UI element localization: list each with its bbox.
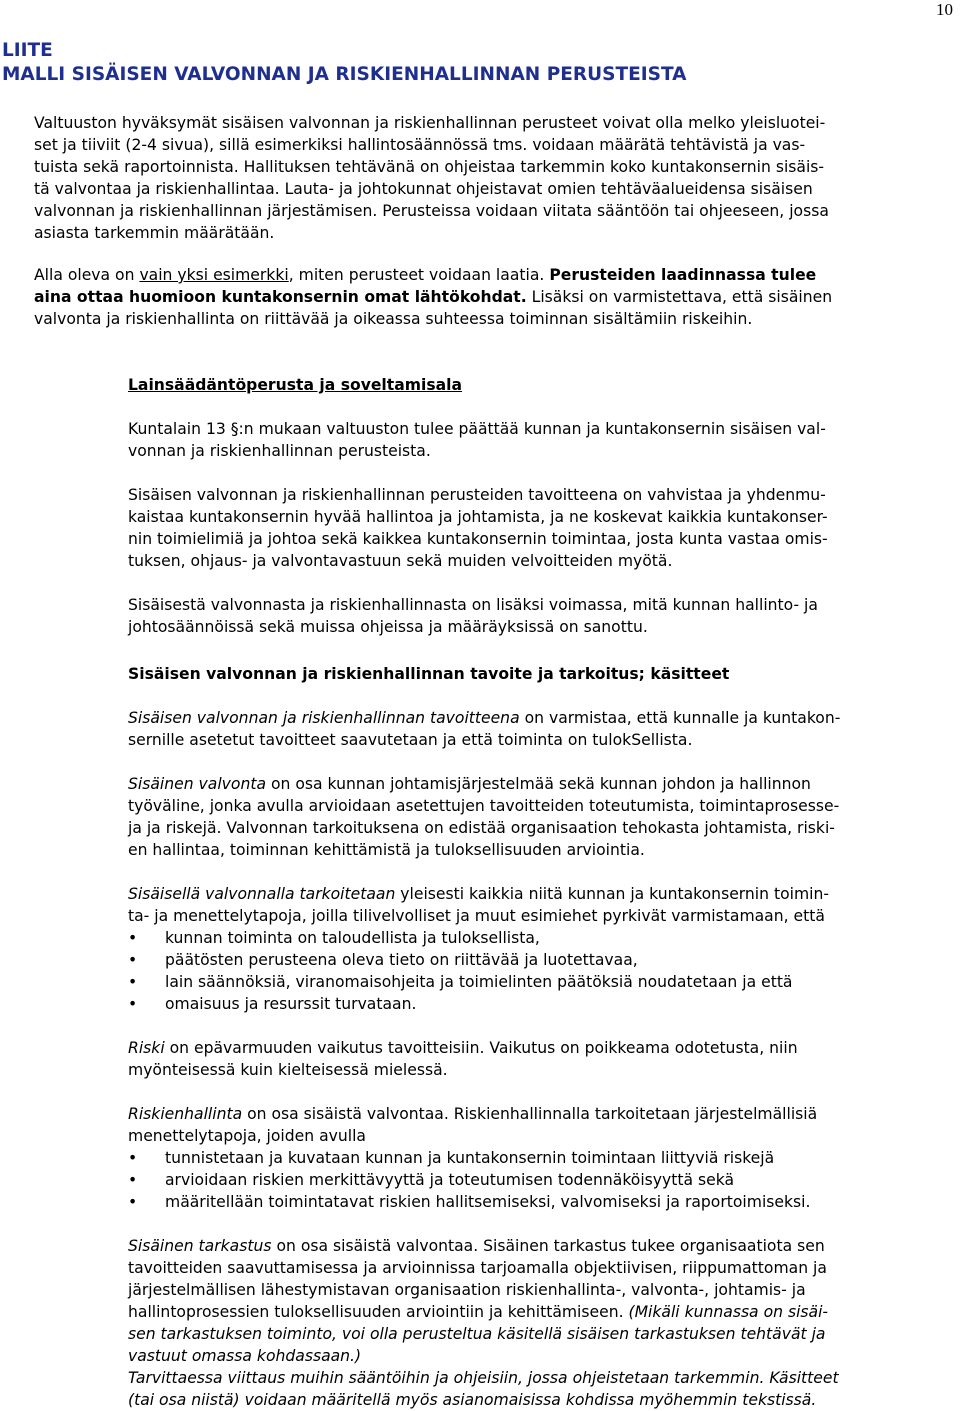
paragraph: Sisäisen valvonnan ja riskienhallinnan tavoitteena on varmistaa, että kunnalle ja kuntakon- sernille asetetut tavoitteet saavutetaan ja että toiminta on tulokSellista. [128, 709, 841, 749]
paragraph: Sisäinen tarkastus on osa sisäistä valvontaa. Sisäinen tarkastus tukee organisaatiota sen tavoitteiden saavuttamisessa ja arvioinnissa tarjoamalla objektiivisen, riippumattoman ja järjestelmällisen lähestymistavan organisaation riskienhallinta-, valvonta-, johtamis- ja hallintoprosessien tuloksellisuuden arviointiin ja kehittämiseen. (Mikäli kunnassa on sisäi- sen tarkastuksen toiminto, voi olla perusteltua käsitellä sisäisen tarkastuksen tehtävät ja vastuut omassa kohdassaan.) Tarvittaessa viittaus muihin sääntöihin ja ohjeisiin, jossa ohjeistetaan tarkemmin. Käsitteet (tai osa niistä) voidaan määritellä myös asianomaisissa kohdissa myöhemmin tekstissä. [128, 1237, 839, 1409]
list-item: • määritellään toimintatavat riskien hallitsemiseksi, valvomiseksi ja raportoimiseksi. [128, 1193, 811, 1211]
bullet-icon: • [128, 1149, 138, 1167]
bullet-icon: • [128, 951, 138, 969]
example-emphasis: vain yksi esimerkki [139, 266, 289, 284]
paragraph: Sisäisen valvonnan ja riskienhallinnan perusteiden tavoitteena on vahvistaa ja yhdenmu- kaistaa kuntakonsernin hyvää hallintoa ja johtamista, ja ne koskevat kaikkia kuntakonser- nin toimielimiä ja johtoa sekä kaikkea kuntakonsernin toimintaa, josta kunta vastaa omis- tuksen, ohjaus- ja valvontavastuun sekä muiden velvoitteiden myötä. [128, 486, 828, 570]
paragraph: Sisäisellä valvonnalla tarkoitetaan yleisesti kaikkia niitä kunnan ja kuntakonsernin toimin- ta- ja menettelytapoja, joilla tilivelvolliset ja muut esimiehet pyrkivät varmistamaan, että [128, 885, 829, 925]
page-number: 10 [936, 0, 953, 19]
paragraph: Kuntalain 13 §:n mukaan valtuuston tulee päättää kunnan ja kuntakonsernin sisäisen val- vonnan ja riskienhallinnan perusteista. [128, 420, 826, 460]
bullet-icon: • [128, 1171, 138, 1189]
section-objectives [128, 663, 956, 1411]
list-item: • päätösten perusteena oleva tieto on riittävää ja luotettavaa, [128, 951, 638, 969]
paragraph: Riskienhallinta on osa sisäistä valvontaa. Riskienhallinnalla tarkoitetaan järjestelmällisiä menettelytapoja, joiden avulla [128, 1105, 818, 1145]
section-legal-basis [128, 374, 956, 638]
list-item: • tunnistetaan ja kuvataan kunnan ja kuntakonsernin toimintaan liittyviä riskejä [128, 1149, 775, 1167]
section-heading-legal-basis: Lainsäädäntöperusta ja soveltamisala [128, 376, 463, 394]
list-item: • kunnan toiminta on taloudellista ja tuloksellista, [128, 929, 540, 947]
paragraph: Riski on epävarmuuden vaikutus tavoitteisiin. Vaikutus on poikkeama odotetusta, niin myönteisessä kuin kielteisessä mielessä. [128, 1039, 798, 1079]
list-item: • lain säännöksiä, viranomaisohjeita ja toimielinten päätöksiä noudatetaan ja että [128, 973, 793, 991]
list-item: • arvioidaan riskien merkittävyyttä ja toteutumisen todennäköisyyttä sekä [128, 1171, 735, 1189]
section-heading-objectives: Sisäisen valvonnan ja riskienhallinnan tavoite ja tarkoitus; käsitteet [128, 665, 730, 683]
list-item: • omaisuus ja resurssit turvataan. [128, 995, 417, 1013]
paragraph: Sisäisestä valvonnasta ja riskienhallinnasta on lisäksi voimassa, mitä kunnan hallinto- ja johtosäännöissä sekä muissa ohjeissa ja määräyksissä on sanottu. [128, 596, 818, 636]
bullet-list [128, 927, 956, 1015]
intro-note-paragraph: Alla oleva on vain yksi esimerkki, miten perusteet voidaan laatia. Perusteiden laadinnassa tulee aina ottaa huomioon kuntakonsernin omat lähtökohdat. Lisäksi on varmistettava, että sisäinen valvonta ja riskienhallinta on riittävää ja oikeassa suhteessa toiminnan sisältämiin riskeihin. [34, 266, 833, 328]
appendix-label: LIITE [2, 40, 53, 61]
document-title: MALLI SISÄISEN VALVONNAN JA RISKIENHALLINNAN PERUSTEISTA [2, 64, 687, 85]
bullet-icon: • [128, 995, 138, 1013]
bullet-icon: • [128, 929, 138, 947]
bullet-icon: • [128, 973, 138, 991]
paragraph: Sisäinen valvonta on osa kunnan johtamisjärjestelmää sekä kunnan johdon ja hallinnon työväline, jonka avulla arvioidaan asetettujen tavoitteiden toteutumista, toimintaprosesse- ja ja riskejä. Valvonnan tarkoituksena on edistää organisaation tehokasta johtamista, riski- en hallintaa, toiminnan kehittämistä ja tuloksellisuuden arviointia. [128, 775, 840, 859]
bullet-list [128, 1147, 956, 1213]
intro-paragraph: Valtuuston hyväksymät sisäisen valvonnan ja riskienhallinnan perusteet voivat olla melko yleisluotei- set ja tiiviit (2-4 sivua), sillä esimerkiksi hallintosäännössä tms. voidaan määrätä tehtävistä ja vas- tuista sekä raportoinnista. Hallituksen tehtävänä on ohjeistaa tarkemmin koko kuntakonsernin sisäis- tä valvontaa ja riskienhallintaa. Lauta- ja johtokunnat ohjeistavat omien tehtäväalueidensa sisäisen valvonnan ja riskienhallinnan järjestämisen. Perusteissa voidaan viitata sääntöön tai ohjeeseen, jossa asiasta tarkemmin määrätään. [34, 114, 829, 242]
bullet-icon: • [128, 1193, 138, 1211]
